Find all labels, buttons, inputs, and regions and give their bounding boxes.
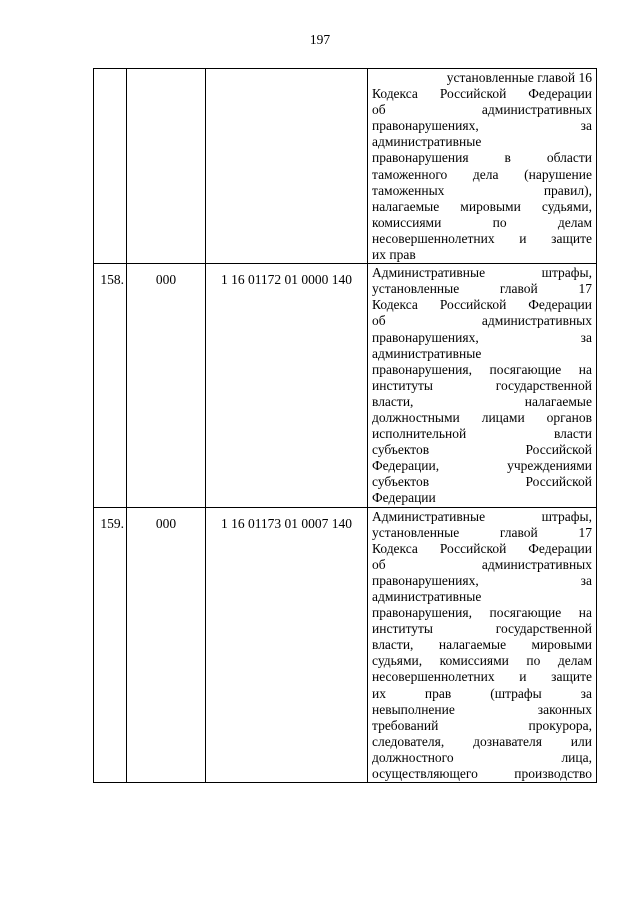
description-line: должностными лицами органов — [372, 409, 592, 425]
description-line: несовершеннолетних и защите — [372, 669, 592, 685]
description-line: правонарушения в области — [372, 150, 592, 166]
description — [368, 507, 597, 783]
description — [368, 69, 597, 264]
description-line: правонарушения, посягающие на — [372, 361, 592, 377]
description-line: институты государственной — [372, 621, 592, 637]
page-number: 197 — [309, 32, 331, 47]
description-line: об административных — [372, 313, 592, 329]
description-line: Кодекса Российской Федерации — [372, 540, 592, 556]
row-number: 158. — [94, 264, 127, 507]
description-line: невыполнение законных — [372, 701, 592, 717]
description-line: институты государственной — [372, 377, 592, 393]
administrator-code: 000 — [127, 264, 206, 507]
description-line: административные — [372, 345, 482, 361]
description-line: следователя, дознавателя или — [372, 733, 592, 749]
description-line: судьями, комиссиями по делам — [372, 653, 592, 669]
description-line: субъектов Российской — [372, 442, 592, 458]
description-line: несовершеннолетних и защите — [372, 230, 592, 246]
description-line: Кодекса Российской Федерации — [372, 86, 592, 102]
description-line: власти, налагаемые — [372, 393, 592, 409]
description-line: требований прокурора, — [372, 717, 592, 733]
description-line: установленные главой 17 — [372, 281, 592, 297]
description-line: административные — [372, 134, 482, 150]
table-row — [94, 507, 597, 783]
description-line: исполнительной власти — [372, 426, 592, 442]
description-line: комиссиями по делам — [372, 214, 592, 230]
administrator-code: 000 — [127, 507, 206, 783]
description-line: установленные главой 16 — [446, 70, 592, 85]
description-line: установленные главой 17 — [372, 524, 592, 540]
description-line: об административных — [372, 556, 592, 572]
description-line: субъектов Российской — [372, 474, 592, 490]
budget-codes-table — [93, 68, 597, 783]
description-line: Федерации — [372, 490, 436, 506]
budget-classification-code: 1 16 01172 01 0000 140 — [206, 264, 368, 507]
description-line: власти, налагаемые мировыми — [372, 637, 592, 653]
administrator-code — [127, 69, 206, 264]
row-number: 159. — [94, 507, 127, 783]
budget-classification-code — [206, 69, 368, 264]
description-line: их прав — [372, 247, 416, 263]
description-line: административные — [372, 589, 482, 604]
description-line: таможенного дела (нарушение — [372, 166, 592, 182]
budget-classification-code: 1 16 01173 01 0007 140 — [206, 507, 368, 783]
table-row — [94, 264, 597, 507]
description-line: об административных — [372, 102, 592, 118]
description-line: Административные штрафы, — [372, 265, 592, 281]
row-number — [94, 69, 127, 264]
description-line: налагаемые мировыми судьями, — [372, 198, 592, 214]
description-line: осуществляющего производство — [372, 766, 592, 782]
description-line: правонарушениях, за — [372, 572, 592, 588]
description-line: должностного лица, — [372, 749, 592, 765]
description-line: Административные штрафы, — [372, 508, 592, 524]
description-line: Кодекса Российской Федерации — [372, 297, 592, 313]
table-row — [94, 69, 597, 264]
description — [368, 264, 597, 507]
description-line: правонарушениях, за — [372, 118, 592, 134]
description-line: правонарушения, посягающие на — [372, 605, 592, 621]
description-line: их прав (штрафы за — [372, 685, 592, 701]
description-line: правонарушениях, за — [372, 329, 592, 345]
description-line: Федерации, учреждениями — [372, 458, 592, 474]
description-line: таможенных правил), — [372, 182, 592, 198]
